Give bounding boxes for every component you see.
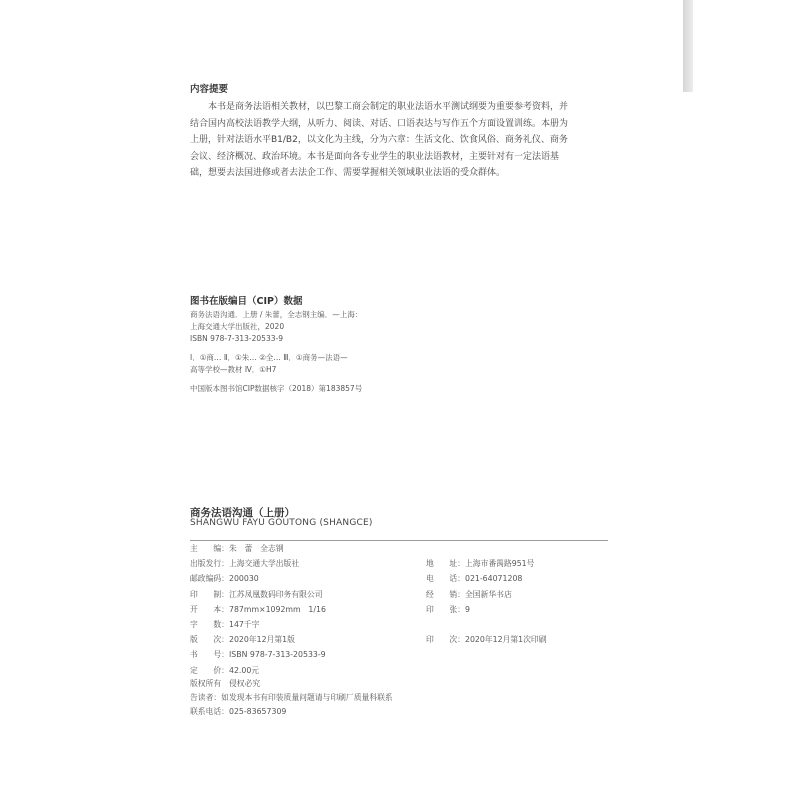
pub-row [190, 543, 610, 558]
cip-heading: 图书在版编目（CIP）数据 [190, 296, 303, 307]
book-title-pinyin: SHANGWU FAYU GOUTONG (SHANGCE) [190, 518, 373, 528]
pub-field: 开 本：787mm×1092mm 1/16 [190, 604, 326, 614]
cip-line: 上海交通大学出版社，2020 [190, 322, 285, 331]
pub-field: 电 话：021-64071208 [426, 574, 523, 584]
pub-field: 出版发行：上海交通大学出版社 [190, 559, 300, 569]
cip-data [190, 309, 362, 395]
pub-row [190, 558, 610, 573]
cip-gap [190, 376, 362, 383]
pub-row [190, 634, 610, 649]
scrollbar-shadow [683, 0, 693, 92]
pub-row [190, 589, 610, 604]
pub-field: 印 制：江苏凤凰数码印务有限公司 [190, 589, 323, 599]
rights-notice [190, 677, 393, 719]
book-title: 商务法语沟通（上册） [190, 507, 295, 519]
cip-line: 高等学校—教材 Ⅳ．①H7 [190, 365, 277, 374]
intro-heading: 内容提要 [190, 84, 229, 95]
publication-info [190, 543, 610, 680]
pub-field: 地 址：上海市番禺路951号 [426, 559, 535, 569]
pub-field: 印 张：9 [426, 604, 470, 614]
pub-field: 主 编：朱 蕾 全志钢 [190, 544, 284, 553]
pub-row [190, 619, 610, 634]
rights-line: 版权所有 侵权必究 [190, 679, 261, 688]
cip-line: 商务法语沟通．上册 / 朱蕾，全志钢主编．—上海： [190, 310, 363, 319]
cip-line: Ⅰ．①商… Ⅱ．①朱… ②全… Ⅲ．①商务—法语— [190, 353, 348, 362]
pub-row [190, 604, 610, 619]
pub-field: 邮政编码：200030 [190, 574, 259, 584]
pub-row [190, 649, 610, 664]
pub-field: 字 数：147千字 [190, 619, 260, 629]
cip-gap [190, 345, 362, 352]
pub-field: 版 次：2020年12月第1版 [190, 635, 295, 645]
pub-row [190, 573, 610, 588]
rights-line: 联系电话：025-83657309 [190, 707, 287, 716]
rights-line: 告读者：如发现本书有印装质量问题请与印刷厂质量科联系 [190, 693, 393, 702]
pub-field: 印 次：2020年12月第1次印刷 [426, 635, 547, 645]
title-divider [190, 540, 608, 541]
pub-field: 经 销：全国新华书店 [426, 589, 512, 599]
pub-field: 书 号：ISBN 978-7-313-20533-9 [190, 650, 326, 660]
pub-field: 定 价：42.00元 [190, 665, 260, 675]
cip-line: ISBN 978-7-313-20533-9 [190, 334, 283, 343]
cip-line: 中国版本图书馆CIP数据核字（2018）第183857号 [190, 384, 363, 393]
intro-body: 本书是商务法语相关教材，以巴黎工商会制定的职业法语水平测试纲要为重要参考资料，并结合国内高校法语教学大纲，从听力、阅读、对话、口语表达与写作五个方面设置训练。本册为上册，针对法语水平B1/B2，以文化为主线，分为六章：生活文化、饮食风俗、商务礼仪、商务会议、经济概况、政治环境。本书是面向各专业学生的职业法语教材，主要针对有一定法语基础，想要去法国进修或者去法企工作、需要掌握相关领域职业法语的受众群体。 [190, 102, 569, 178]
